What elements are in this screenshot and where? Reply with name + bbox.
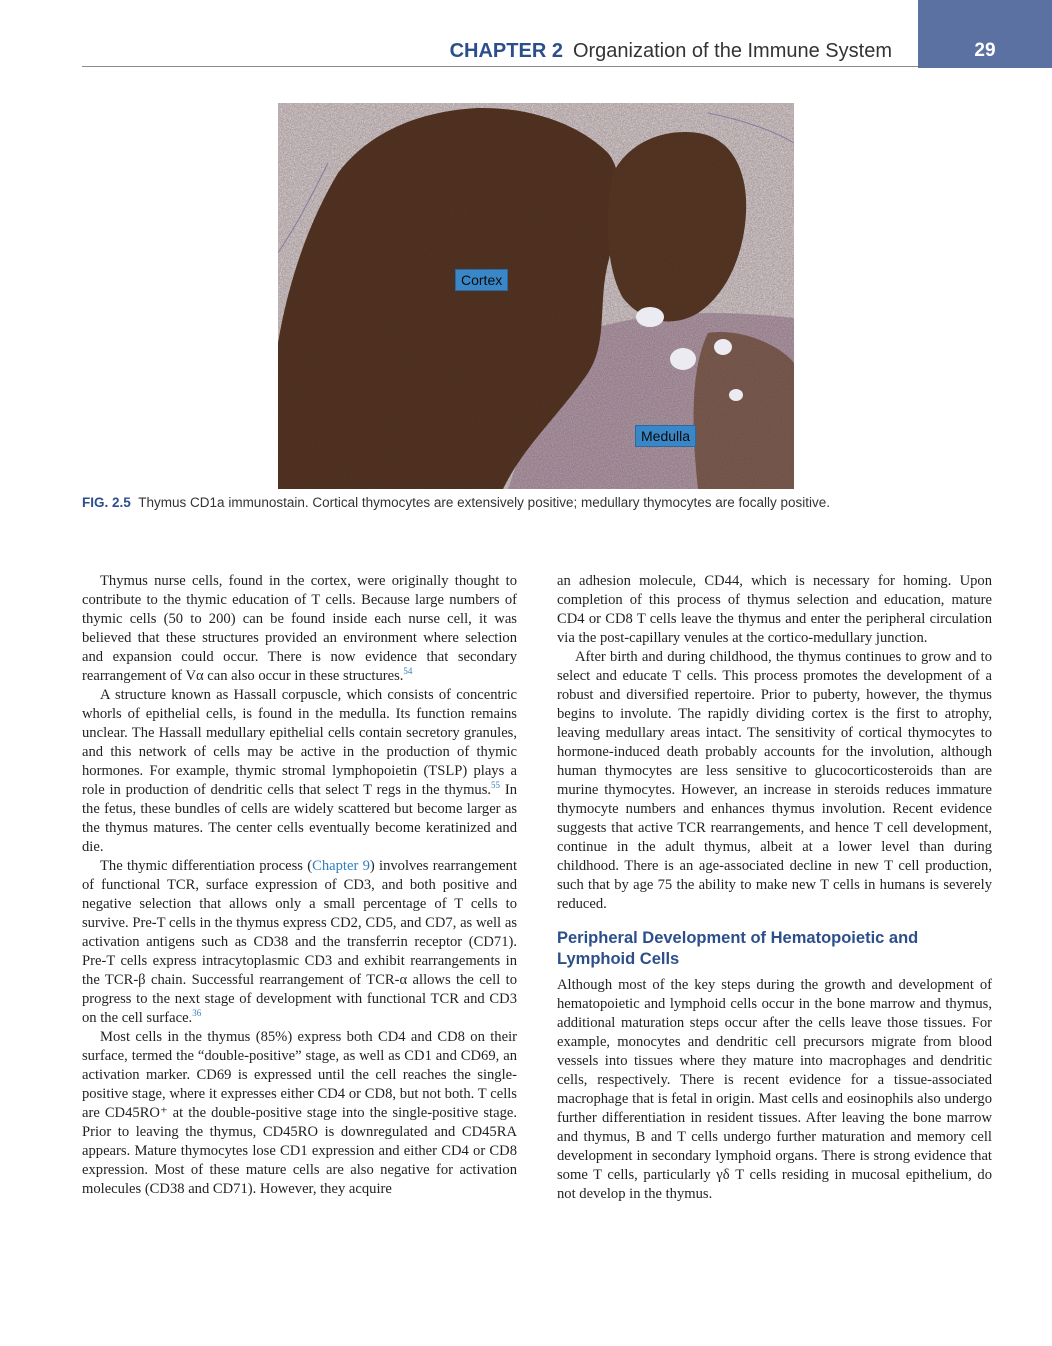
page-number: 29 [974, 40, 996, 61]
medulla-label: Medulla [635, 425, 696, 447]
paragraph-text: A structure known as Hassall corpuscle, which consists of concentric whorls of epithelial cells, is found in the medulla. Its function remains unclear. The Hassall medullary epithelial cells contain secretory granules, and this network of cells may be active in the production of thymic hormones. For example, thymic stromal lymphopoietin (TSLP) plays a role in production of dendritic cells that select T regs in the thymus. [82, 687, 517, 798]
section-heading: Peripheral Development of Hematopoietic and Lymphoid Cells [557, 929, 919, 968]
page-number-tab [918, 0, 1052, 68]
paragraph: After birth and during childhood, the thymus continues to grow and to select and educate T cells. This process promotes the development of a robust and diversified repertoire. Prior to puberty, however, the thymus begins to involute. The rapidly dividing cortex is the first to atrophy, leaving medullary areas intact. The sensitivity of cortical thymocytes to hormone-induced death probably accounts for the involution, although human thymocytes are less sensitive to glucocorticosteroids than are murine thymocytes. However, an increase in steroids reduces immature thymocyte numbers and enhances thymus involution. Recent evidence suggests that active TCR rearrangements, and hence T cell development, continue in the adult thymus, albeit at a lower level than during childhood. There is an age-associated decline in new T cell production, such that by age 75 the ability to make new T cells in humans is severely reduced. [557, 649, 992, 912]
paragraph-text: Most cells in the thymus (85%) express both CD4 and CD8 on their surface, termed the “double-positive” stage, as well as CD1 and CD69, an activation marker. CD69 is expressed until the cell reaches the single-positive stage, where it expresses either CD4 or CD8, but not both. T cells are CD45RO⁺ at the double-positive stage into the single-positive stage. Prior to leaving the thymus, CD45RO is downregulated and CD45RA appears. Mature thymocytes lose CD1 expression and either CD4 or CD8 expression. Most of these mature cells are also negative for activation molecules (CD38 and CD71). However, they acquire [82, 1029, 517, 1197]
reference-55[interactable]: 55 [491, 780, 501, 791]
paragraph [82, 686, 517, 857]
micrograph-image [278, 103, 794, 489]
thymus-micrograph [278, 103, 794, 489]
figure-caption [82, 495, 982, 510]
right-column [557, 572, 992, 1204]
chapter-label: CHAPTER 2 [449, 40, 563, 62]
paragraph [82, 857, 517, 1028]
figure-number: FIG. 2.5 [82, 495, 131, 510]
cortex-label: Cortex [455, 269, 508, 291]
running-head [450, 40, 892, 63]
paragraph-text: In the fetus, these bundles of cells are widely scattered but become larger as the thymus matures. The center cells eventually become keratinized and die. [82, 782, 517, 855]
header-rule [82, 66, 918, 67]
page-header [0, 0, 1052, 68]
paragraph-text: Thymus nurse cells, found in the cortex, were originally thought to contribute to the thymic education of T cells. Because large numbers of thymic cells (50 to 200) can be found inside each nurse cell, it was believed that these structures provided an environment where selection and expansion could occur. There is now evidence that secondary rearrangement of Vα can also occur in these structures. [82, 573, 517, 684]
figure-caption-text: Thymus CD1a immunostain. Cortical thymocytes are extensively positive; medullary thymocytes are focally positive. [138, 495, 831, 510]
reference-36[interactable]: 36 [192, 1008, 202, 1019]
paragraph [82, 572, 517, 686]
paragraph: Although most of the key steps during the growth and development of hematopoietic and lymphoid cells occur in the bone marrow and thymus, additional maturation steps occur after the cells leave those tissues. For example, monocytes and dendritic cell precursors migrate from blood vessels into tissues where they mature into macrophages and dendritic cells, respectively. There is recent evidence for a tissue-associated macrophage that is fetal in origin. Mast cells and eosinophils also undergo further differentiation in resident tissues. After leaving the bone marrow and thymus, B and T cells undergo further maturation and memory cell development in secondary lymphoid organs. There is strong evidence that some T cells, particularly γδ T cells residing in mucosal epithelium, do not develop in the thymus. [557, 977, 992, 1202]
paragraph-text: ) involves rearrangement of functional TCR, surface expression of CD3, and both positive and negative selection that allows only a small percentage of T cells to survive. Pre-T cells in the thymus express CD2, CD5, and CD7, as well as activation antigens such as CD38 and the transferrin receptor (CD71). Pre-T cells express intracytoplasmic CD3 and exhibit rearrangements in the TCR-β chain. Successful rearrangement of TCR-α allows the cell to progress to the next stage of development with functional TCR and CD3 on the cell surface. [82, 858, 517, 1026]
reference-54[interactable]: 54 [403, 666, 413, 677]
chapter-title: Organization of the Immune System [572, 40, 892, 62]
left-column [82, 572, 517, 1199]
paragraph-text: The thymic differentiation process ( [100, 858, 313, 874]
paragraph [82, 1028, 517, 1199]
chapter-9-link[interactable]: Chapter 9 [312, 858, 370, 874]
paragraph: an adhesion molecule, CD44, which is necessary for homing. Upon completion of this process of thymus selection and education, mature CD4 or CD8 T cells leave the thymus and enter the peripheral circulation via the post-capillary venules at the cortico-medullary junction. [557, 573, 992, 646]
